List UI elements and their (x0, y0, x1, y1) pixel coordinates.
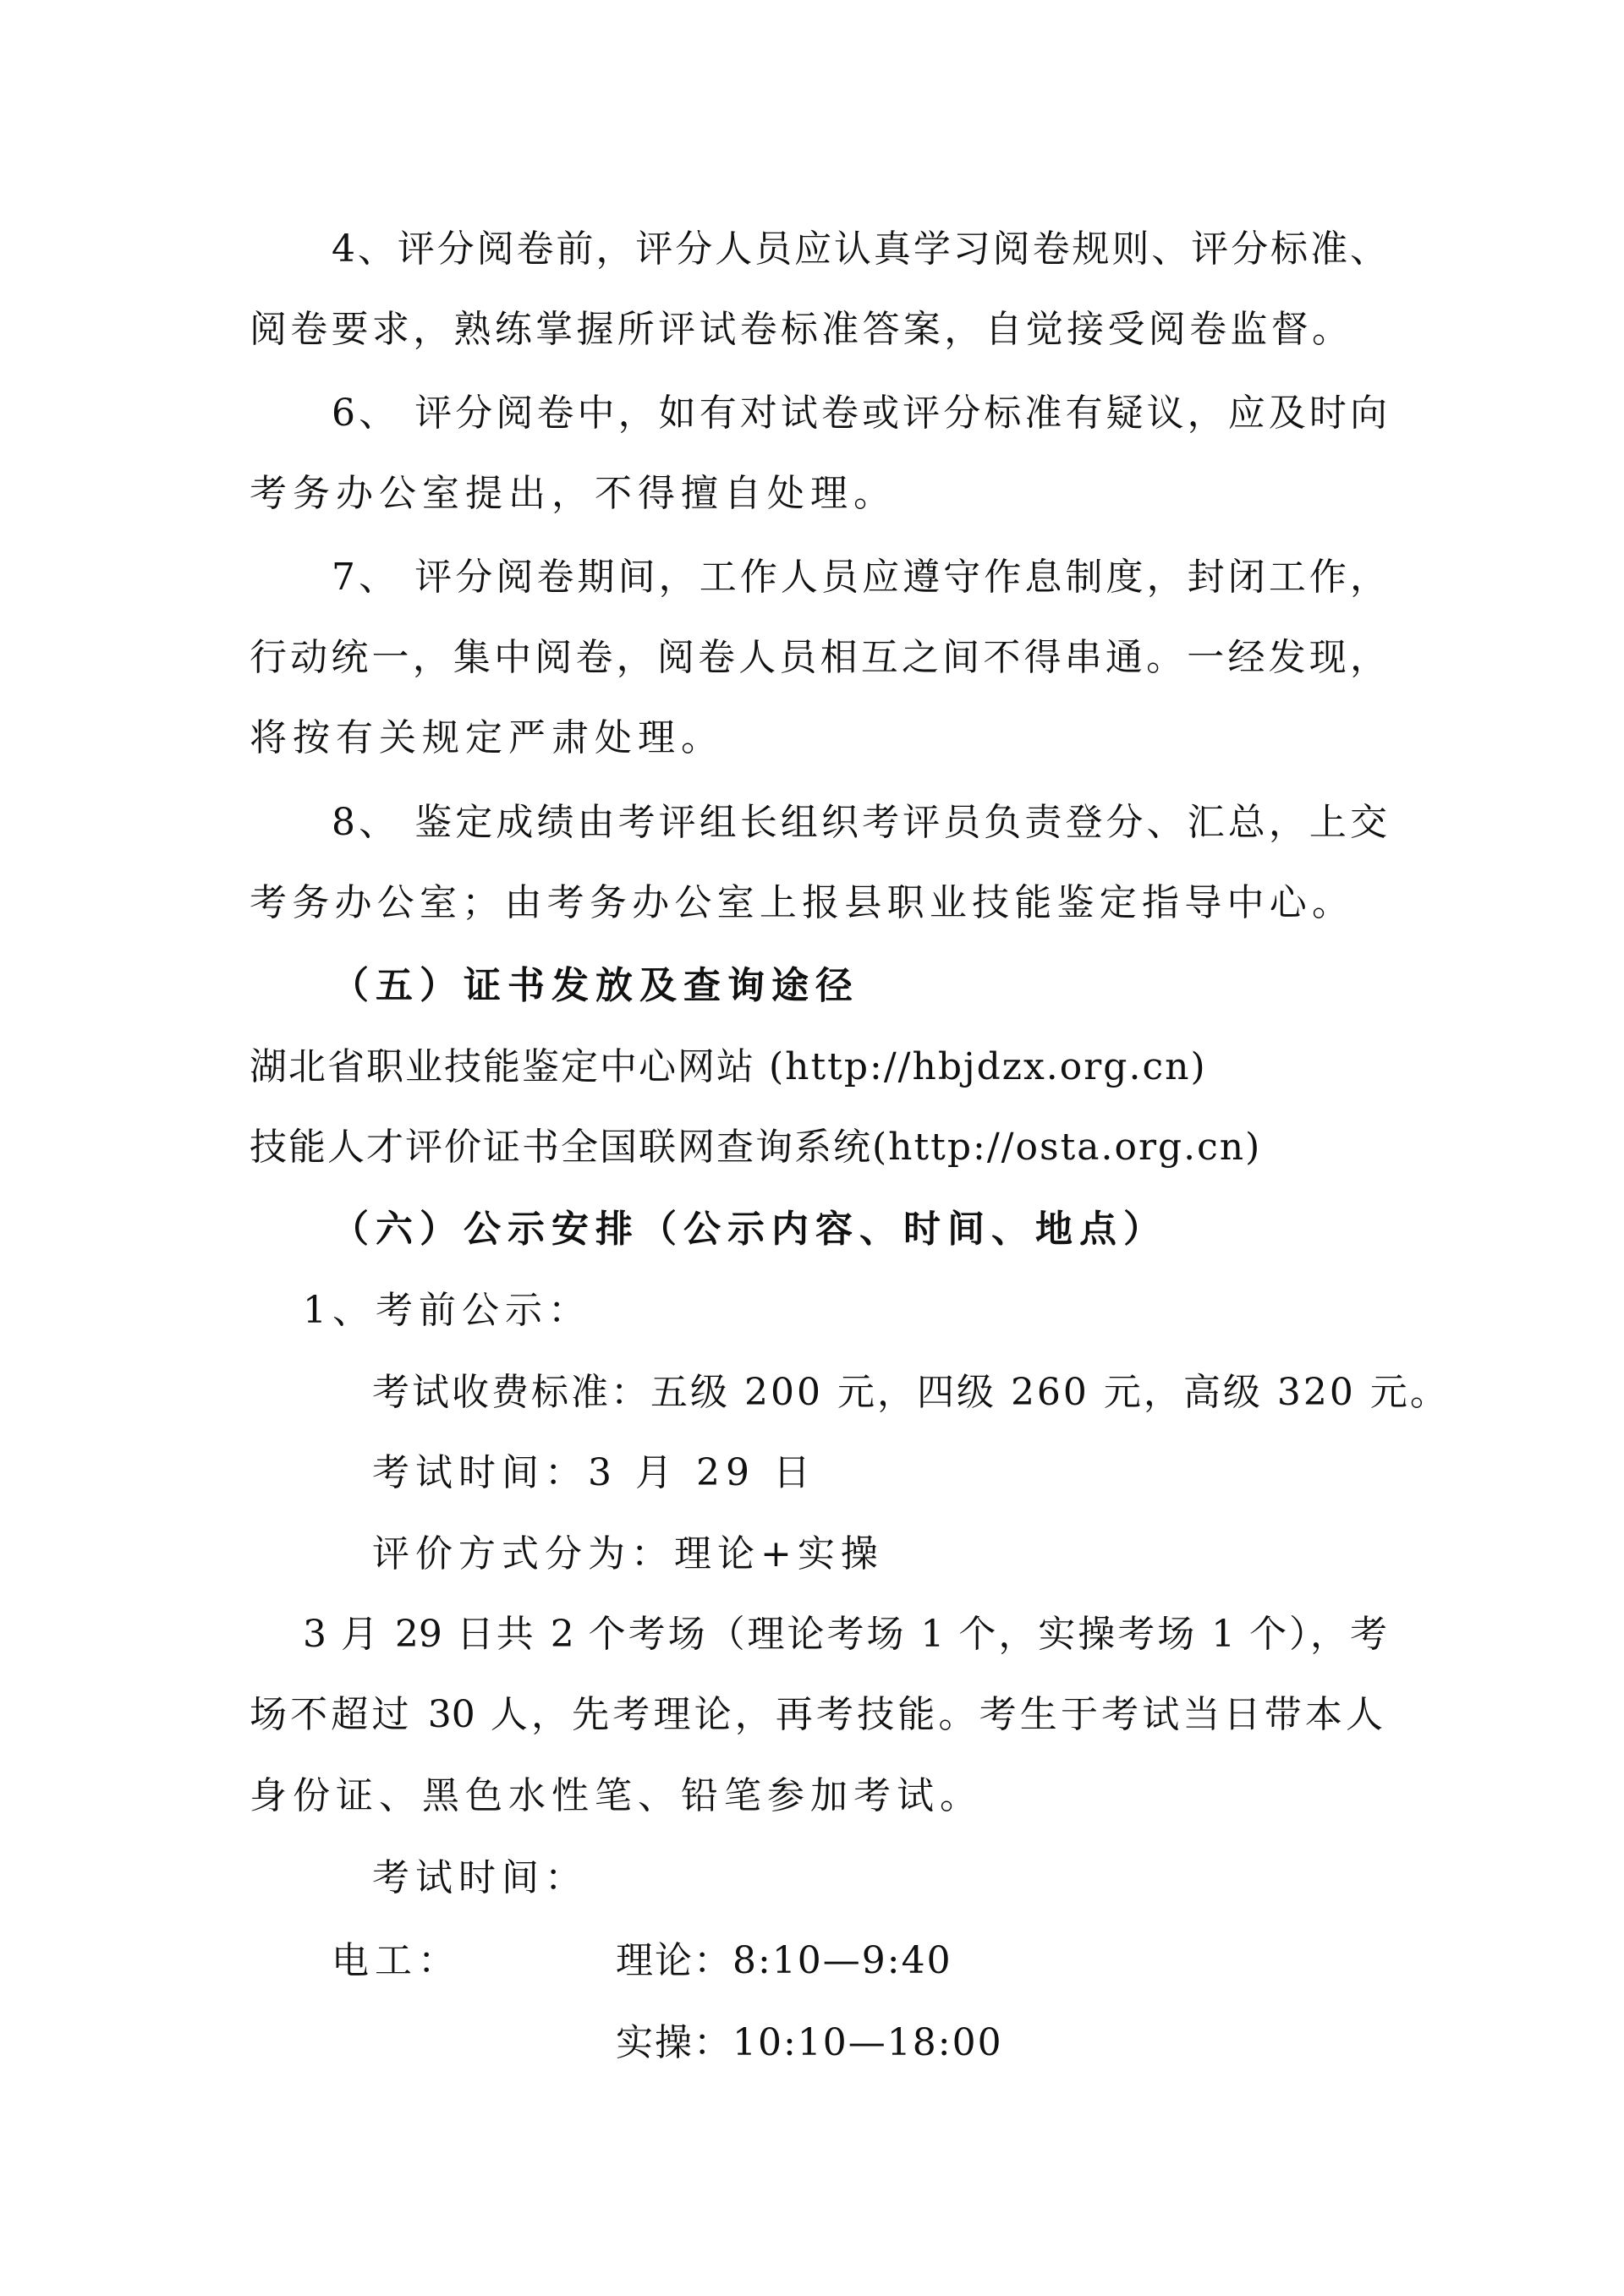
link-hbjdzx: 湖北省职业技能鉴定中心网站 (http://hbjdzx.org.cn) (250, 1045, 1207, 1088)
para-8-line-1: 8、 鉴定成绩由考评组长组织考评员负责登分、汇总，上交 (332, 801, 1387, 844)
venue-line-3: 身份证、黑色水性笔、铅笔参加考试。 (250, 1774, 983, 1817)
link-osta: 技能人才评价证书全国联网查询系统(http://osta.org.cn) (250, 1126, 1262, 1169)
practical-time: 实操：10:10—18:00 (616, 2021, 1003, 2064)
para-6-line-1: 6、 评分阅卷中，如有对试卷或评分标准有疑议，应及时向 (332, 392, 1387, 435)
para-4-line-1: 4、评分阅卷前，评分人员应认真学习阅卷规则、评分标准、 (332, 227, 1387, 271)
heading-section-5: （五）证书发放及查询途径 (332, 964, 859, 1007)
venue-line-1: 3 月 29 日共 2 个考场（理论考场 1 个，实操考场 1 个），考 (303, 1613, 1387, 1656)
heading-section-6: （六）公示安排（公示内容、时间、地点） (332, 1208, 1167, 1251)
para-7-line-2: 行动统一，集中阅卷，阅卷人员相互之间不得串通。一经发现， (250, 636, 1387, 679)
schedule-title: 考试时间： (372, 1856, 588, 1899)
theory-time: 理论：8:10—9:40 (616, 1939, 952, 1982)
para-8-line-2: 考务办公室；由考务办公室上报县职业技能鉴定指导中心。 (250, 881, 1349, 924)
para-4-line-2: 阅卷要求，熟练掌握所评试卷标准答案，自觉接受阅卷监督。 (250, 308, 1349, 351)
para-7-line-3: 将按有关规定严肃处理。 (250, 716, 724, 759)
pre-exam-notice-title: 1、考前公示： (303, 1289, 591, 1332)
trade-electrician: 电工： (332, 1939, 461, 1982)
exam-date: 考试时间：3 月 29 日 (372, 1451, 816, 1494)
venue-line-2: 场不超过 30 人，先考理论，再考技能。考生于考试当日带本人 (250, 1693, 1383, 1736)
fee-standard: 考试收费标准：五级 200 元，四级 260 元，高级 320 元。 (372, 1371, 1450, 1414)
evaluation-method: 评价方式分为：理论+实操 (372, 1532, 884, 1575)
para-7-line-1: 7、 评分阅卷期间，工作人员应遵守作息制度，封闭工作， (332, 556, 1387, 599)
para-6-line-2: 考务办公室提出，不得擅自处理。 (250, 472, 897, 515)
